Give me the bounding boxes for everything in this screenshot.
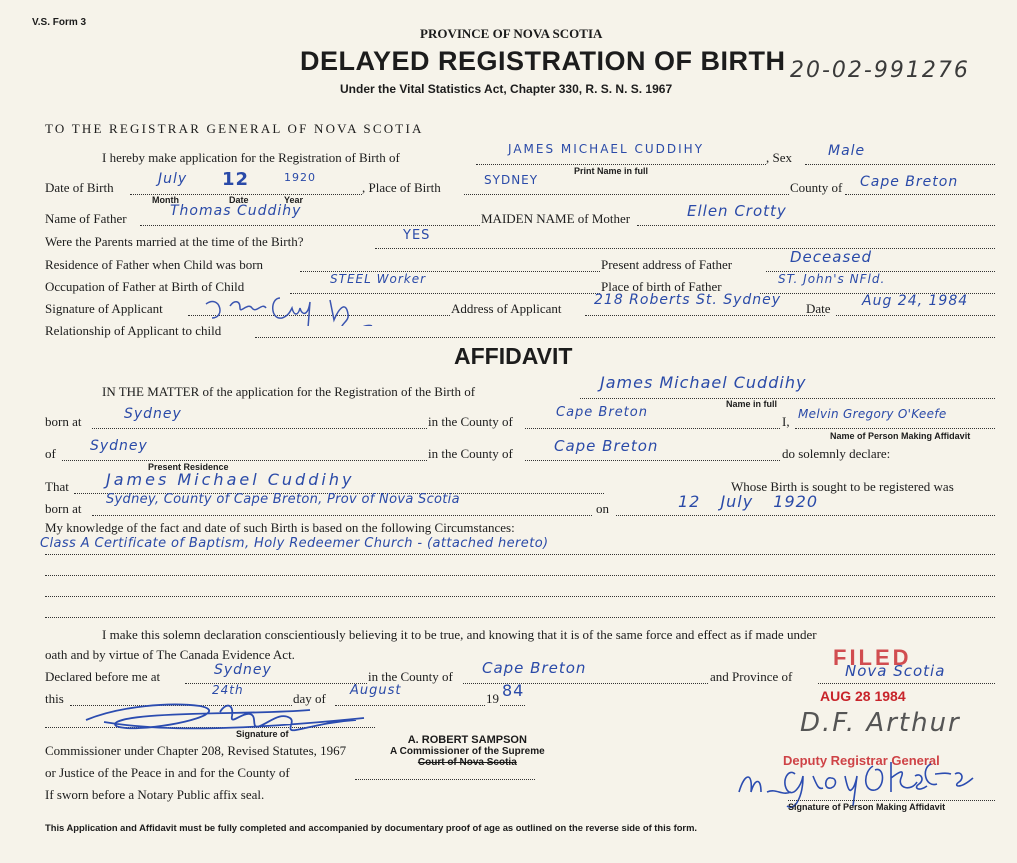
applicant-signature [200,288,400,326]
filed-date: AUG 28 1984 [820,688,906,704]
registration-number: 20-02-991276 [790,58,970,83]
address-label: Address of Applicant [451,301,562,316]
county-of-label-1: in the County of [428,414,513,429]
i-label: I, [782,414,790,429]
dob-label: Date of Birth [45,180,114,195]
declared-value: Sydney [214,662,272,678]
born-at-value: Sydney [124,406,182,422]
residence-caption: Present Residence [148,462,229,472]
father-birthplace-label: Place of birth of Father [601,279,722,294]
commissioner-text: Commissioner under Chapter 208, Revised Statutes, 1967 [45,743,347,758]
name-caption: Print Name in full [574,166,649,176]
occupation-value: STEEL Worker [330,272,427,286]
born-at2-label: born at [45,501,82,516]
present-address-label: Present address of Father [601,257,733,272]
addressee-line: TO THE REGISTRAR GENERAL OF NOVA SCOTIA [45,121,424,136]
mother-label: MAIDEN NAME of Mother [481,211,631,226]
notary-text: If sworn before a Notary Public affix seal. [45,787,265,802]
date-label: Date [806,301,831,316]
year-caption: Year [284,195,304,205]
child-name-value: JAMES MICHAEL CUDDIHY [508,142,705,156]
married-label: Were the Parents married at the time of the Birth? [45,234,304,249]
relationship-label: Relationship of Applicant to child [45,323,222,338]
on-label: on [596,501,609,516]
stamp-line-2: A Commissioner of the Supreme [390,746,545,757]
sought-label: Whose Birth is sought to be registered was [731,479,954,494]
month-caption: Month [152,195,179,205]
married-value: YES [403,228,431,243]
knowledge-text: My knowledge of the fact and date of such Birth is based on the following Circumstances: [45,520,515,535]
this-label: this [45,691,64,706]
day-of-label: day of [293,691,326,706]
occupation-label: Occupation of Father at Birth of Child [45,279,245,294]
application-intro: I hereby make application for the Registration of Birth of [102,150,400,165]
solemn-text-2: oath and by virtue of The Canada Evidence Act. [45,647,295,662]
address-value: 218 Roberts St. Sydney [594,292,782,308]
declare-label: do solemnly declare: [782,446,891,461]
application-date-value: Aug 24, 1984 [862,293,969,309]
residence-label: Residence of Father when Child was born [45,257,264,272]
that-label: That [45,479,69,494]
father-label: Name of Father [45,211,127,226]
pob-value: SYDNEY [484,173,539,187]
mother-value: Ellen Crotty [687,202,787,220]
county-value: Cape Breton [860,174,959,190]
affiant-signature-caption: Signature of Person Making Affidavit [788,802,946,812]
pob-label: , Place of Birth [362,180,441,195]
of-value: Sydney [90,438,148,454]
sex-value: Male [828,143,866,159]
dob-year-value: 1920 [284,171,316,184]
father-birthplace-value: ST. John's NFld. [778,272,886,286]
date-caption: Date [229,195,249,205]
day-value: 24th [212,683,244,697]
form-title: DELAYED REGISTRATION OF BIRTH [300,46,786,76]
year-value: 84 [502,681,525,700]
form-number: V.S. Form 3 [32,17,87,28]
province-label: and Province of [710,669,793,684]
name-full-caption: Name in full [726,399,778,409]
deputy-stamp: Deputy Registrar General [783,753,940,768]
county-of-label-2: in the County of [428,446,513,461]
declared-label: Declared before me at [45,669,161,684]
affidavit-heading: AFFIDAVIT [454,343,573,369]
born-at-label: born at [45,414,82,429]
form-subtitle: Under the Vital Statistics Act, Chapter 330, R. S. N. S. 1967 [340,82,673,96]
born-at2-value: Sydney, County of Cape Breton, Prov of Nova Scotia [106,492,460,507]
affiant-caption: Name of Person Making Affidavit [830,431,971,441]
commissioner-stamp [390,734,545,768]
county1-value: Cape Breton [556,405,648,420]
county2-value: Cape Breton [554,437,659,455]
province-heading: PROVINCE OF NOVA SCOTIA [420,26,603,41]
dob-month-value: July [158,171,188,187]
deputy-signature: D.F. Arthur [800,708,961,738]
year-prefix: 19 [486,691,499,706]
signature-label: Signature of Applicant [45,301,163,316]
solemn-text-1: I make this solemn declaration conscientiously believing it to be true, and knowing that it is of the same force and effect as if made under [102,627,817,642]
county-of-label-3: in the County of [368,669,453,684]
dob-date-value: 12 [222,169,250,190]
sex-label: , Sex [766,150,792,165]
circumstance-value: Class A Certificate of Baptism, Holy Redeemer Church - (attached hereto) [40,536,549,551]
signature-caption: Signature of [236,729,289,739]
month-value: August [350,683,402,698]
father-value: Thomas Cuddihy [170,203,302,219]
present-address-value: Deceased [790,248,873,266]
matter-value: James Michael Cuddihy [600,373,807,392]
stamp-line-1: A. ROBERT SAMPSON [407,734,527,746]
matter-text: IN THE MATTER of the application for the Registration of the Birth of [102,384,476,399]
province-value: Nova Scotia [845,662,946,680]
of-label: of [45,446,56,461]
county3-value: Cape Breton [482,659,587,677]
affiant-name-value: Melvin Gregory O'Keefe [798,407,947,421]
justice-text: or Justice of the Peace in and for the County of [45,765,290,780]
county-label: County of [790,180,843,195]
that-value: James Michael Cuddihy [106,470,355,489]
on-value: 12 July 1920 [678,492,819,511]
filed-stamp: FILED [833,645,912,670]
stamp-line-3: Court of Nova Scotia [417,757,517,768]
footer-note: This Application and Affidavit must be fully completed and accompanied by documentary proof of age as outlined on the reverse side of this form. [45,822,698,833]
